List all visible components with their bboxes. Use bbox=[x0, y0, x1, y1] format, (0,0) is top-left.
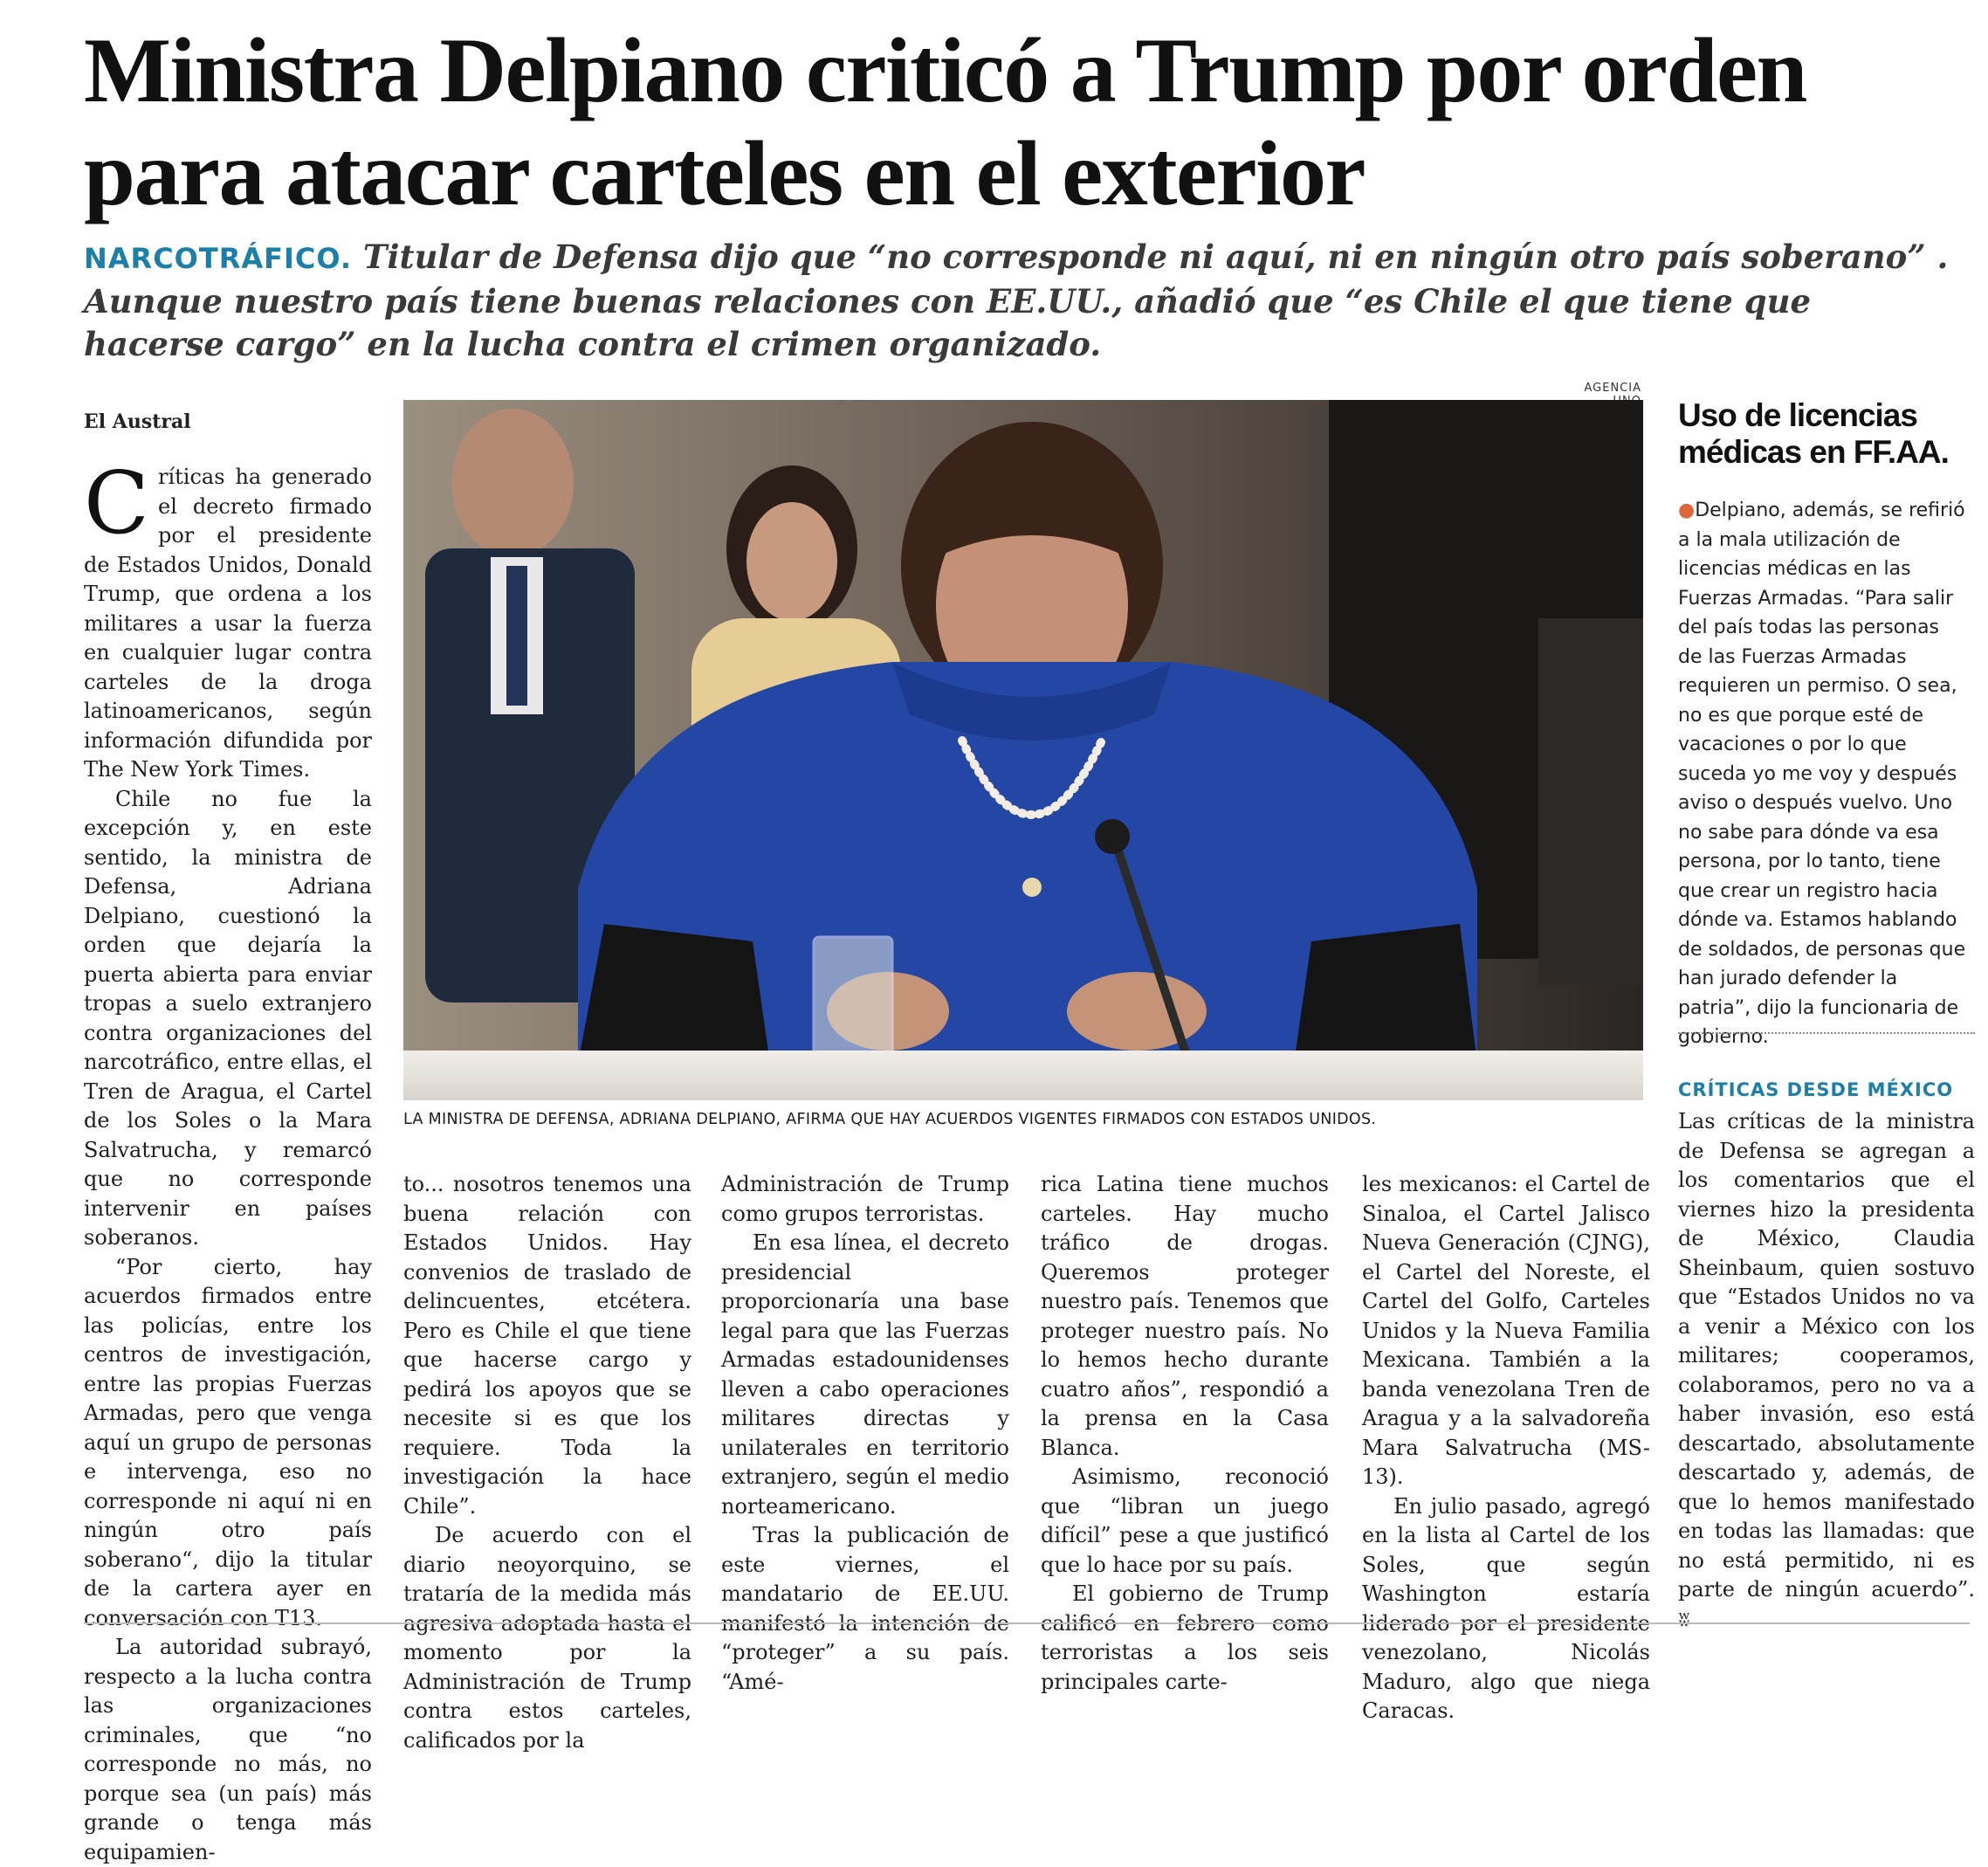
paragraph-text: Las críticas de la ministra de Defensa se agregan a los comentarios que el viernes hizo la presidenta de México, Claudia Sheinbaum, quien sostuvo que “Estados Unidos no va a venir a México con los militares; cooperamos, colaboramos, pero no va a haber invasión, eso está descartado, absolutamente descartado y, además, de que lo hemos manifestado en todas las llamadas: que no está permitido, ni es parte de ningún acuerdo”. bbox=[1678, 1109, 1975, 1602]
article-column-2 bbox=[403, 1170, 691, 1755]
paragraph: “Por cierto, hay acuerdos firmados entre las policías, entre los centros de investigación, entre las propias Fuerzas Armadas, pero que venga aquí un grupo de personas e intervenga, eso no corresponde ni aquí ni en ningún otro país soberano“, dijo la titular de la cartera ayer en conversación con T13. bbox=[84, 1254, 372, 1630]
paragraph-text: ríticas ha generado el decreto firmado por el presidente de Estados Unidos, Donald Trump, que ordena a los militares a usar la fuerza en cualquier lugar contra carteles de la droga latinoamericanos, según información difundida por The New York Times. bbox=[84, 465, 372, 782]
paragraph: Chile no fue la excepción y, en este sentido, la ministra de Defensa, Adriana Delpiano, cuestionó la orden que dejaría la puerta abierta para enviar tropas a suelo extranjero contra organizaciones del narcotráfico, entre ellas, el Tren de Aragua, el Cartel de los Soles o la Mara Salvatrucha, y remarcó que no corresponde intervenir en países soberanos. bbox=[84, 786, 372, 1250]
article-column-5 bbox=[1362, 1170, 1650, 1726]
photo-caption: LA MINISTRA DE DEFENSA, ADRIANA DELPIANO, AFIRMA QUE HAY ACUERDOS VIGENTES FIRMADOS CON ESTADOS UNIDOS. bbox=[403, 1111, 1377, 1128]
paragraph: to... nosotros tenemos una buena relación con Estados Unidos. Hay convenios de traslado de delincuentes, etcétera. Pero es Chile el que tiene que hacerse cargo y pedirá los apoyos que se necesite si es que los requiere. Toda la investigación la hace Chile”. bbox=[403, 1172, 691, 1519]
sidebar-body bbox=[1678, 496, 1966, 1052]
paragraph: En julio pasado, agregó en la lista al Cartel de los Soles, que según Washington estaría liderado por el presidente venezolano, Nicolás Maduro, algo que niega Caracas. bbox=[1362, 1493, 1650, 1723]
paragraph: Tras la publicación de este viernes, el mandatario de EE.UU. manifestó la intención de “proteger” a su país. “Amé- bbox=[721, 1523, 1009, 1694]
deck-text: Titular de Defensa dijo que “no corresponde ni aquí, ni en ningún otro país soberano” . Aunque nuestro país tiene buenas relaciones con EE.UU., añadió que “es Chile el que tiene que hacerse cargo” en la lucha contra el crimen organizado. bbox=[84, 238, 1949, 363]
photo-illustration bbox=[403, 400, 1643, 1100]
paragraph bbox=[84, 454, 372, 785]
paragraph: La autoridad subrayó, respecto a la lucha contra las organizaciones criminales, que “no corresponde no más, no porque sea (un país) más grande o tenga más equipamien- bbox=[84, 1635, 372, 1864]
deck bbox=[84, 236, 1961, 366]
drop-cap: C bbox=[84, 454, 149, 554]
article-photo bbox=[403, 400, 1643, 1100]
sidebar-title: Uso de licencias médicas en FF.AA. bbox=[1678, 397, 1949, 470]
paragraph: rica Latina tiene muchos carteles. Hay mucho tráfico de drogas. Queremos proteger nuestro país. Tenemos que proteger nuestro país. No lo hemos hecho durante cuatro años”, respondió a la prensa en la Casa Blanca. bbox=[1041, 1172, 1329, 1460]
paragraph: En esa línea, el decreto presidencial proporcionaría una base legal para que las Fuerzas Armadas estadounidenses lleven a cabo operaciones militares directas y unilaterales en territorio extranjero, según el medio norteamericano. bbox=[721, 1230, 1009, 1519]
sidebar-divider bbox=[1678, 1032, 1975, 1034]
paragraph: El gobierno de Trump calificó en febrero como terroristas a los seis principales carte- bbox=[1041, 1581, 1329, 1694]
photo-credit: AGENCIA bbox=[1584, 382, 1641, 395]
paragraph: Asimismo, reconoció que “libran un juego difícil” pese a que justificó que lo hace por su país. bbox=[1041, 1464, 1329, 1577]
end-mark-icon: ʬ bbox=[1678, 1606, 1691, 1631]
headline: Ministra Delpiano criticó a Trump por orden para atacar carteles en el exterior bbox=[84, 19, 1806, 224]
bullet-icon: ● bbox=[1678, 499, 1696, 521]
paragraph: les mexicanos: el Cartel de Sinaloa, el Cartel Jalisco Nueva Generación (CJNG), el Cartel del Noreste, el Cartel del Golfo, Carteles Unidos y la Nueva Familia Mexicana. También a la banda venezolana Tren de Aragua y a la salvadoreña Mara Salvatrucha (MS-13). bbox=[1362, 1172, 1650, 1489]
sidebar-subhead: CRÍTICAS DESDE MÉXICO bbox=[1678, 1079, 1954, 1100]
paragraph: Administración de Trump como grupos terroristas. bbox=[721, 1172, 1009, 1226]
article-column-3 bbox=[721, 1170, 1009, 1697]
paragraph bbox=[1678, 1107, 1975, 1634]
article-column-1 bbox=[84, 454, 372, 1867]
article-column-4 bbox=[1041, 1170, 1329, 1697]
sidebar-column bbox=[1678, 1107, 1975, 1634]
bottom-rule bbox=[84, 1622, 1970, 1624]
byline: El Austral bbox=[84, 410, 191, 433]
sidebar-body-text: Delpiano, además, se refirió a la mala utilización de licencias médicas en las Fuerzas Armadas. “Para salir del país todas las personas de las Fuerzas Armadas requieren un permiso. O sea, no es que porque esté de vacaciones o por lo que suceda yo me voy y después aviso o después vuelvo. Uno no sabe para dónde va esa persona, por lo tanto, tiene que crear un registro hacia dónde va. Estamos hablando de soldados, de personas que han jurado defender la patria”, dijo la funcionaria de gobierno. bbox=[1678, 499, 1966, 1048]
kicker: NARCOTRÁFICO. bbox=[84, 242, 353, 275]
paragraph: De acuerdo con el diario neoyorquino, se trataría de la medida más agresiva adoptada hasta el momento por la Administración de Trump contra estos carteles, calificados por la bbox=[403, 1523, 691, 1753]
